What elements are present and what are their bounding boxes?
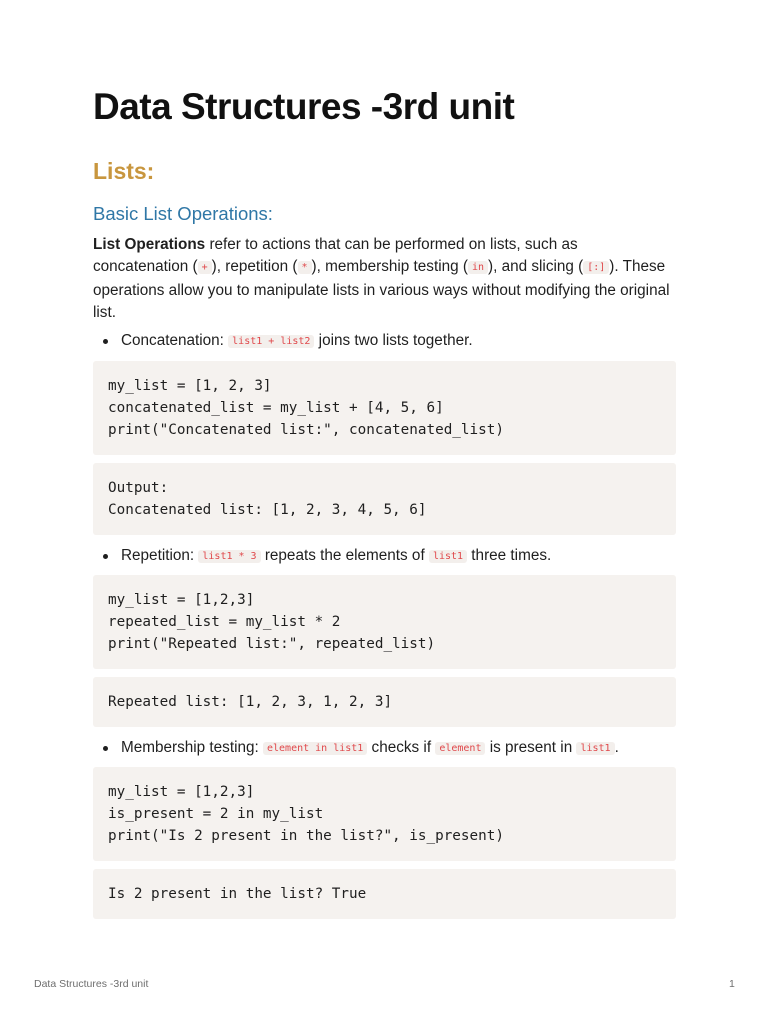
intro-text-2: ), repetition ( <box>211 258 298 275</box>
code-block-membership: my_list = [1,2,3] is_present = 2 in my_list print("Is 2 present in the list?", is_present) <box>93 767 676 861</box>
footer-page-number: 1 <box>729 978 735 990</box>
footer-doc-title: Data Structures -3rd unit <box>34 978 149 990</box>
bullet-description: checks if <box>367 739 436 756</box>
page-title: Data Structures -3rd unit <box>93 86 515 127</box>
output-block-concatenation: Output: Concatenated list: [1, 2, 3, 4, 5, 6] <box>93 463 676 535</box>
bold-term: List Operations <box>93 236 206 253</box>
bullet-text <box>121 545 551 569</box>
output-block-membership: Is 2 present in the list? True <box>93 869 676 919</box>
bullet-description: is present in <box>485 739 577 756</box>
subsection-heading: Basic List Operations: <box>93 203 273 224</box>
bullet-dot <box>103 746 108 751</box>
code-block-repetition: my_list = [1,2,3] repeated_list = my_list * 2 print("Repeated list:", repeated_list) <box>93 575 676 669</box>
intro-text-5: ). These operations allow you to manipulate lists in various ways without modifying the original list. <box>93 258 670 321</box>
bullet-label: Repetition: <box>121 547 199 564</box>
inline-code: element in list1 <box>263 742 367 755</box>
bullet-description: joins two lists together. <box>314 332 473 349</box>
inline-code: list1 + list2 <box>228 335 314 348</box>
bullet-description: repeats the elements of <box>260 547 429 564</box>
inline-code: list1 <box>576 742 614 755</box>
inline-code-slice: [:] <box>583 261 609 274</box>
bullet-text <box>121 330 473 354</box>
bullet-dot <box>103 339 108 344</box>
bullet-description: . <box>614 739 619 756</box>
intro-paragraph <box>93 234 676 324</box>
inline-code-star: * <box>298 261 312 274</box>
intro-text-1: refer to actions that can be performed on lists, such as concatenation ( <box>93 236 578 275</box>
bullet-description: three times. <box>467 547 552 564</box>
inline-code: list1 <box>429 550 467 563</box>
inline-code: element <box>435 742 485 755</box>
bullet-dot <box>103 554 108 559</box>
code-block-concatenation: my_list = [1, 2, 3] concatenated_list = my_list + [4, 5, 6] print("Concatenated list:", concatenated_list) <box>93 361 676 455</box>
output-block-repetition: Repeated list: [1, 2, 3, 1, 2, 3] <box>93 677 676 727</box>
bullet-label: Membership testing: <box>121 739 263 756</box>
inline-code: list1 * 3 <box>198 550 260 563</box>
intro-text-3: ), membership testing ( <box>311 258 468 275</box>
inline-code-in: in <box>468 261 488 274</box>
intro-text-4: ), and slicing ( <box>488 258 584 275</box>
inline-code-plus: + <box>198 261 212 274</box>
section-heading: Lists: <box>93 158 155 184</box>
bullet-text <box>121 737 619 761</box>
bullet-label: Concatenation: <box>121 332 229 349</box>
